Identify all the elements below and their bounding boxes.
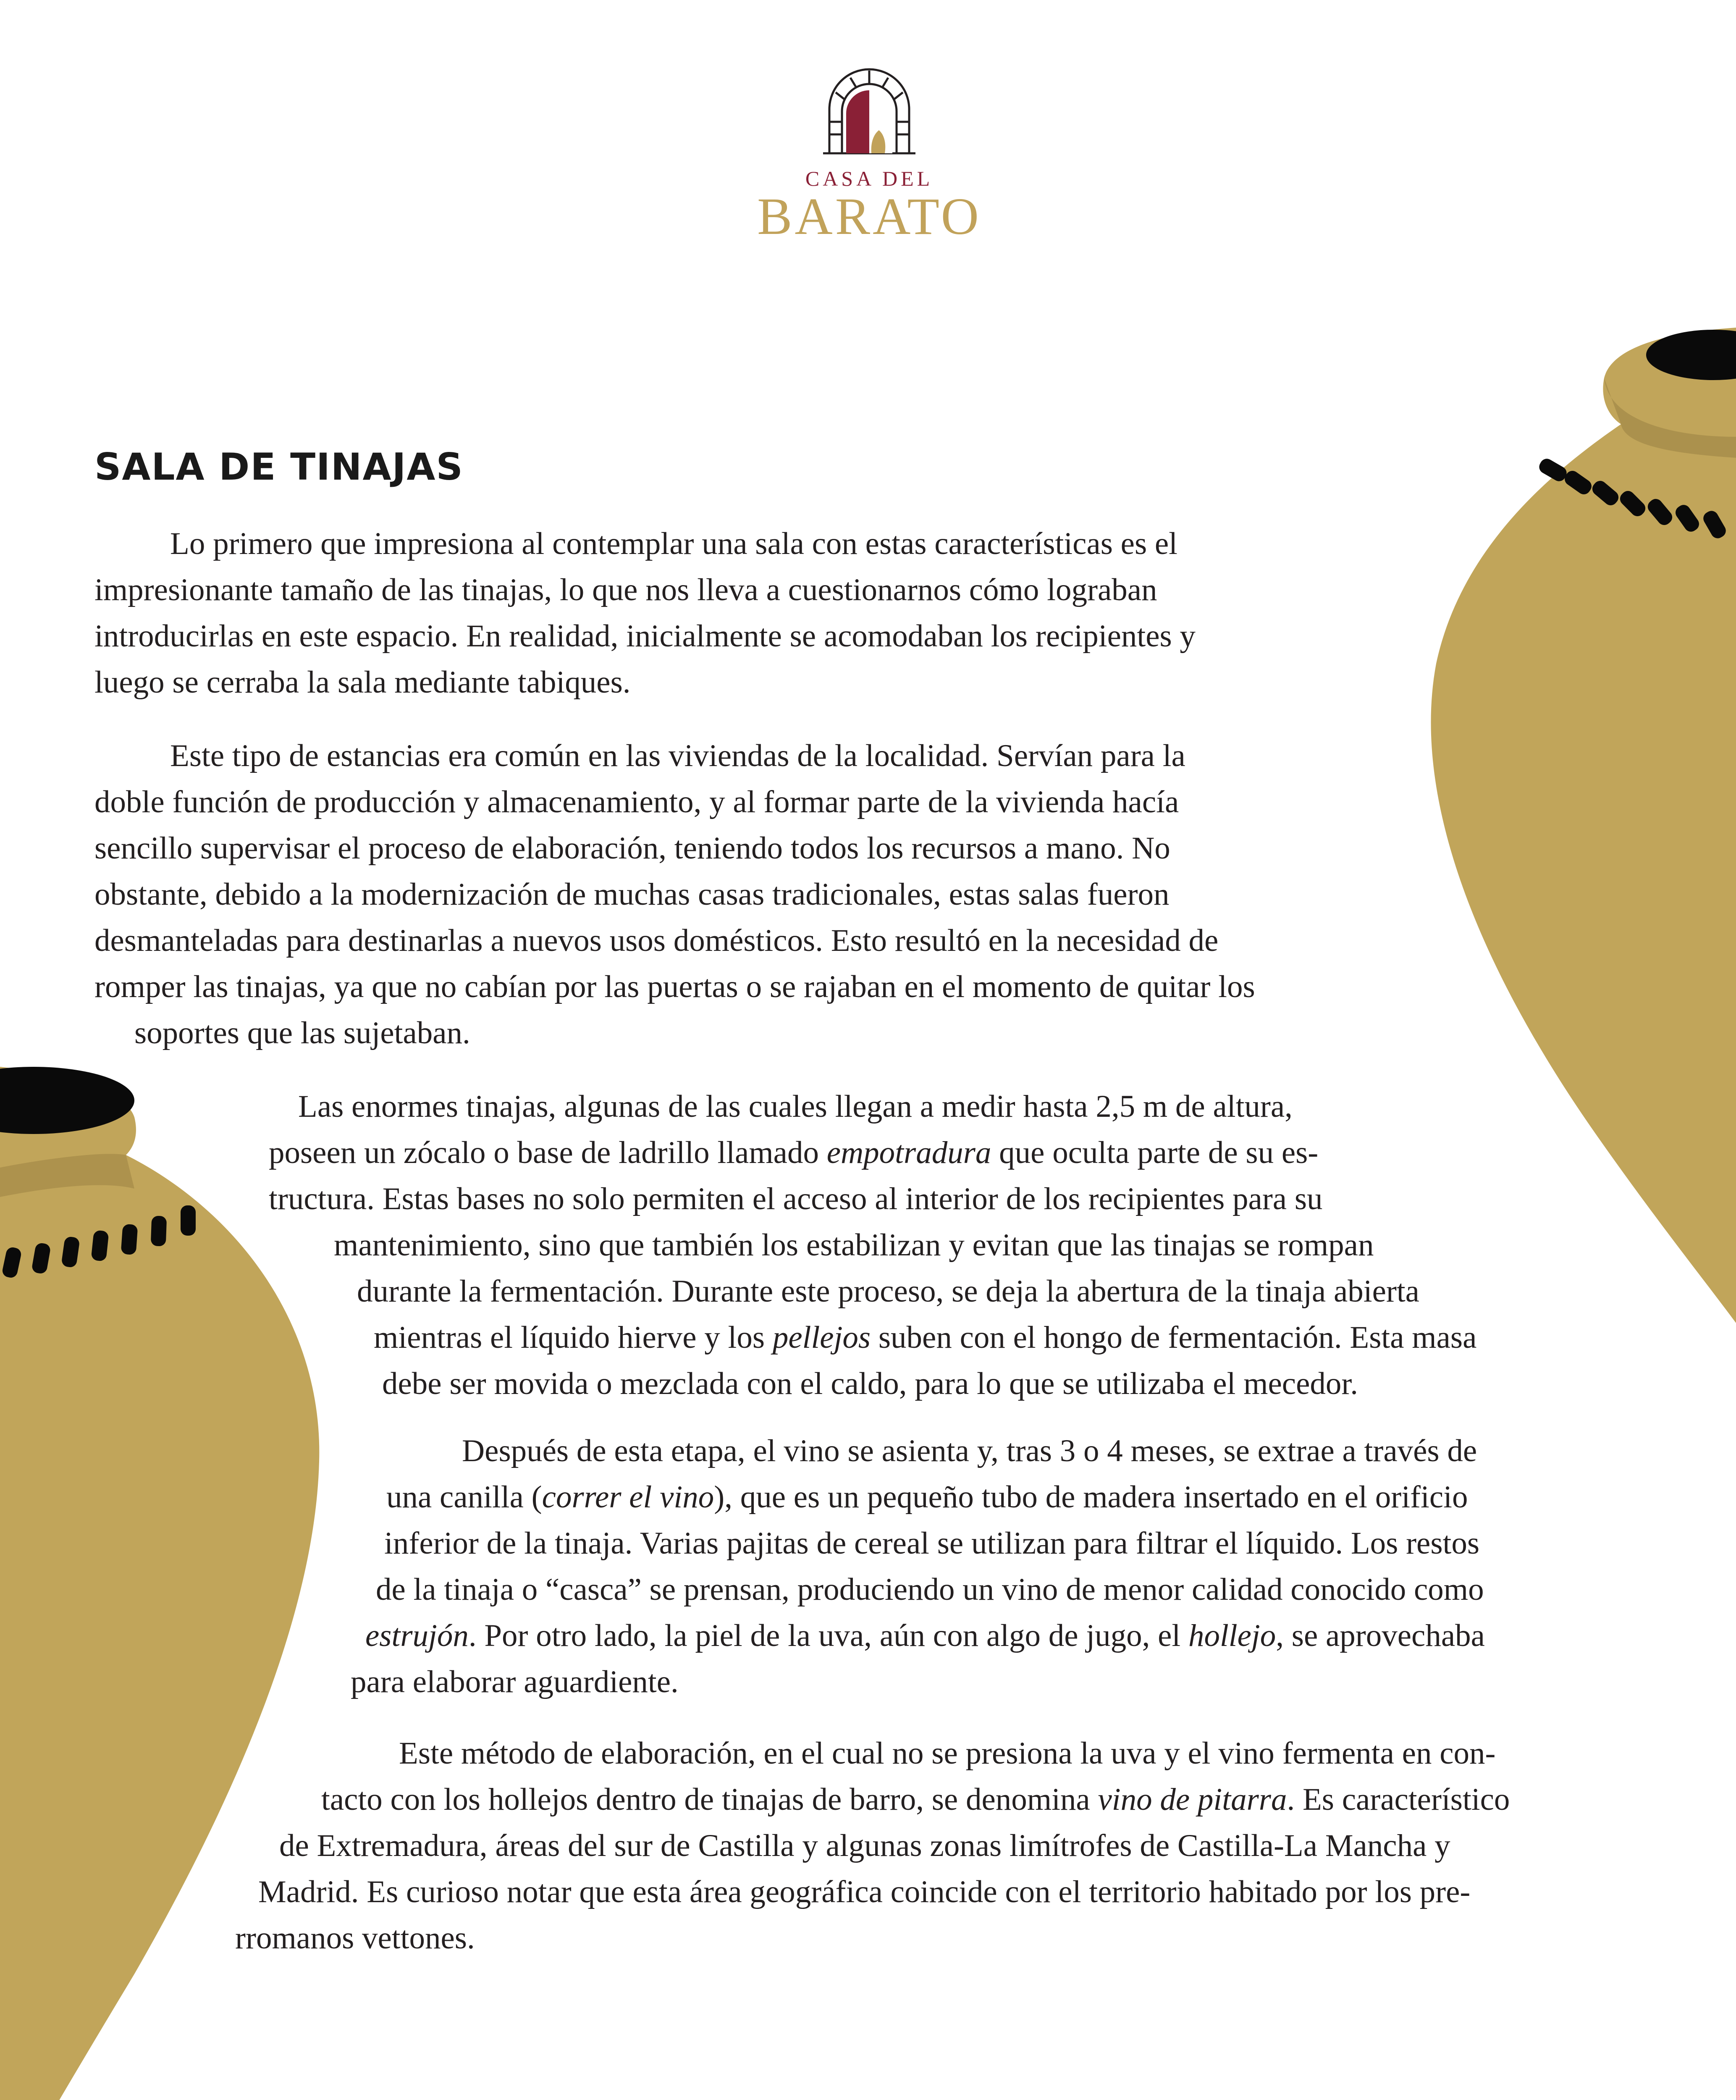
paragraph-line: de Extremadura, áreas del sur de Castilla y algunas zonas limítrofes de Castilla-La Mancha y (279, 1828, 1450, 1863)
logo-text-main: BARATO (757, 188, 981, 246)
paragraph-line: Lo primero que impresiona al contemplar una sala con estas características es el (170, 526, 1178, 561)
paragraph-line: sencillo supervisar el proceso de elaboración, teniendo todos los recursos a mano. No (94, 831, 1170, 866)
paragraph-line: una canilla (correr el vino), que es un pequeño tubo de madera insertado en el orificio (386, 1480, 1468, 1515)
paragraph-line: soportes que las sujetaban. (134, 1016, 470, 1050)
brand-logo (747, 63, 991, 246)
paragraph-line: luego se cerraba la sala mediante tabiques. (94, 665, 631, 700)
paragraph-line: inferior de la tinaja. Varias pajitas de cereal se utilizan para filtrar el líquido. Los restos (384, 1526, 1480, 1561)
paragraph-3 (0, 1084, 1638, 1407)
paragraph-line: debe ser movida o mezclada con el caldo, para lo que se utilizaba el mecedor. (382, 1366, 1358, 1401)
paragraph-line: Este tipo de estancias era común en las viviendas de la localidad. Servían para la (170, 738, 1185, 773)
arch-door-icon (821, 63, 918, 160)
paragraph-line: poseen un zócalo o base de ladrillo llamado empotradura que oculta parte de su es- (269, 1135, 1319, 1170)
paragraph-line: tacto con los hollejos dentro de tinajas de barro, se denomina vino de pitarra. Es característico (321, 1782, 1510, 1817)
paragraph-line: mientras el líquido hierve y los pellejos suben con el hongo de fermentación. Esta masa (374, 1320, 1477, 1355)
paragraph-line: para elaborar aguardiente. (351, 1664, 679, 1699)
paragraph-line: desmanteladas para destinarlas a nuevos usos domésticos. Esto resultó en la necesidad de (94, 923, 1219, 958)
paragraph-line: Después de esta etapa, el vino se asienta y, tras 3 o 4 meses, se extrae a través de (462, 1433, 1477, 1468)
paragraph-line: mantenimiento, sino que también los estabilizan y evitan que las tinajas se rompan (334, 1228, 1374, 1263)
paragraph-line: Las enormes tinajas, algunas de las cuales llegan a medir hasta 2,5 m de altura, (298, 1089, 1293, 1124)
paragraph-line: durante la fermentación. Durante este proceso, se deja la abertura de la tinaja abierta (357, 1274, 1419, 1309)
paragraph-line: Madrid. Es curioso notar que esta área geográfica coincide con el territorio habitado por los pre- (258, 1874, 1471, 1909)
paragraph-4 (0, 1428, 1638, 1705)
paragraph-1 (94, 521, 1346, 706)
section-title: SALA DE TINAJAS (94, 445, 464, 488)
paragraph-line: rromanos vettones. (235, 1921, 475, 1956)
paragraph-5 (0, 1730, 1638, 1961)
paragraph-line: doble función de producción y almacenamiento, y al formar parte de la vivienda hacía (94, 785, 1179, 819)
paragraph-line: tructura. Estas bases no solo permiten el acceso al interior de los recipientes para su (269, 1181, 1323, 1216)
paragraph-line: introducirlas en este espacio. En realidad, inicialmente se acomodaban los recipientes y (94, 619, 1196, 654)
paragraph-line: estrujón. Por otro lado, la piel de la uva, aún con algo de jugo, el hollejo, se aprovechaba (365, 1618, 1485, 1653)
paragraph-line: obstante, debido a la modernización de muchas casas tradicionales, estas salas fueron (94, 877, 1170, 912)
paragraph-2 (94, 733, 1396, 1056)
paragraph-line: de la tinaja o “casca” se prensan, produciendo un vino de menor calidad conocido como (376, 1572, 1484, 1607)
paragraph-line: romper las tinajas, ya que no cabían por las puertas o se rajaban en el momento de quitar los (94, 969, 1255, 1004)
paragraph-line: Este método de elaboración, en el cual no se presiona la uva y el vino fermenta en con- (399, 1736, 1496, 1771)
logo-text-top: CASA DEL (805, 167, 934, 190)
paragraph-line: impresionante tamaño de las tinajas, lo que nos lleva a cuestionarnos cómo lograban (94, 572, 1157, 607)
